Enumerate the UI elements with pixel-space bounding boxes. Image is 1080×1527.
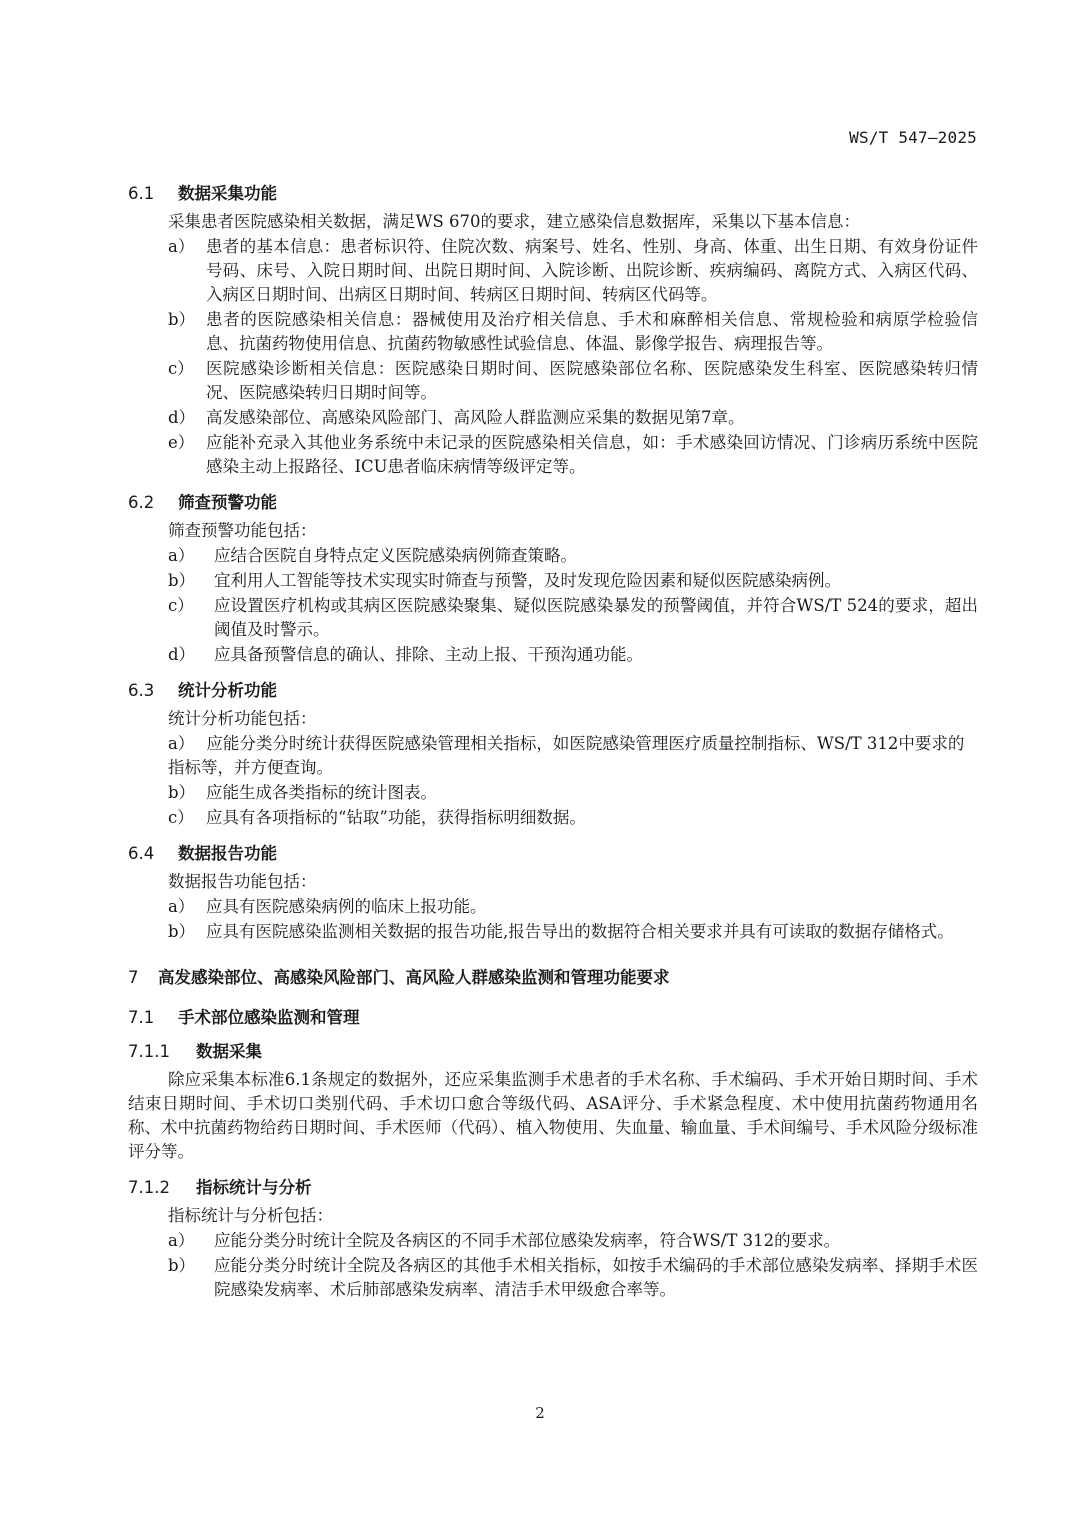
subsection-heading-7-1-1 xyxy=(128,1038,978,1062)
list-text: 应具有各项指标的“钻取”功能，获得指标明细数据。 xyxy=(206,808,586,827)
section-heading-6-4 xyxy=(128,840,978,864)
list-item xyxy=(128,569,978,593)
list-item xyxy=(128,308,978,356)
list-item xyxy=(128,732,978,780)
section-number: 7.1 xyxy=(128,1008,155,1027)
list-label: a） xyxy=(168,546,195,565)
list-text: 医院感染诊断相关信息：医院感染日期时间、医院感染部位名称、医院感染发生科室、医院感染转归情况、医院感染转归日期时间等。 xyxy=(206,359,978,402)
list-label: a） xyxy=(168,1231,195,1250)
list-label: b） xyxy=(168,1256,196,1275)
list-label: b） xyxy=(168,571,196,590)
section-title: 统计分析功能 xyxy=(178,681,277,700)
list-label: d） xyxy=(168,408,196,427)
chapter-number: 7 xyxy=(128,968,139,987)
list-item xyxy=(128,544,978,568)
list-label: a） xyxy=(168,897,195,916)
list-item xyxy=(128,406,978,430)
section-heading-6-3 xyxy=(128,677,978,701)
list-label: d） xyxy=(168,645,196,664)
list-item xyxy=(128,1229,978,1253)
list-item xyxy=(128,357,978,405)
page-number: 2 xyxy=(535,1404,545,1422)
list-label: a） xyxy=(168,734,195,753)
list-text: 应能分类分时统计获得医院感染管理相关指标，如医院感染管理医疗质量控制指标、WS/T 312中要求的指标等，并方便查询。 xyxy=(168,734,965,777)
page-content xyxy=(128,170,978,1303)
section-heading-6-2 xyxy=(128,489,978,513)
list-item xyxy=(128,781,978,805)
section-number: 6.3 xyxy=(128,681,155,700)
list-item xyxy=(128,1254,978,1302)
list-item xyxy=(128,806,978,830)
list-text: 应结合医院自身特点定义医院感染病例筛查策略。 xyxy=(214,546,577,565)
list-item xyxy=(128,235,978,307)
list-label: b） xyxy=(168,310,196,329)
subsection-heading-7-1-2 xyxy=(128,1174,978,1198)
list-text: 应设置医疗机构或其病区医院感染聚集、疑似医院感染暴发的预警阈值，并符合WS/T 524的要求，超出阈值及时警示。 xyxy=(214,596,978,639)
list-text: 应具有医院感染病例的临床上报功能。 xyxy=(206,897,487,916)
list-label: b） xyxy=(168,783,196,802)
section-number: 6.2 xyxy=(128,493,155,512)
list-label: b） xyxy=(168,922,196,941)
section-title: 数据采集功能 xyxy=(178,184,277,203)
list-text: 高发感染部位、高感染风险部门、高风险人群监测应采集的数据见第7章。 xyxy=(206,408,745,427)
body-paragraph: 除应采集本标准6.1条规定的数据外，还应采集监测手术患者的手术名称、手术编码、手术开始日期时间、手术结束日期时间、手术切口类别代码、手术切口愈合等级代码、ASA评分、手术紧急程度、术中使用抗菌药物通用名称、术中抗菌药物给药日期时间、手术医师（代码）、植入物使用、失血量、输血量、手术间编号、手术风险分级标准评分等。 xyxy=(128,1070,978,1161)
chapter-title: 高发感染部位、高感染风险部门、高风险人群感染监测和管理功能要求 xyxy=(158,968,670,987)
section-intro: 指标统计与分析包括： xyxy=(168,1206,333,1225)
section-intro: 统计分析功能包括： xyxy=(168,709,317,728)
list-text: 患者的基本信息：患者标识符、住院次数、病案号、姓名、性别、身高、体重、出生日期、有效身份证件号码、床号、入院日期时间、出院日期时间、入院诊断、出院诊断、疾病编码、离院方式、入病区代码、入病区日期时间、出病区日期时间、转病区日期时间、转病区代码等。 xyxy=(206,237,978,304)
standard-code: WS/T 547—2025 xyxy=(849,128,977,147)
list-item xyxy=(128,643,978,667)
list-label: c） xyxy=(168,359,194,378)
section-number: 6.1 xyxy=(128,184,155,203)
list-text: 应具有医院感染监测相关数据的报告功能,报告导出的数据符合相关要求并具有可读取的数据存储格式。 xyxy=(206,922,954,941)
list-label: a） xyxy=(168,237,195,256)
list-item xyxy=(128,594,978,642)
list-label: e） xyxy=(168,433,195,452)
list-text: 应具备预警信息的确认、排除、主动上报、干预沟通功能。 xyxy=(214,645,643,664)
list-item xyxy=(128,920,978,944)
list-text: 应能分类分时统计全院及各病区的不同手术部位感染发病率，符合WS/T 312的要求。 xyxy=(214,1231,841,1250)
section-number: 6.4 xyxy=(128,844,155,863)
section-title: 筛查预警功能 xyxy=(178,493,277,512)
section-title: 数据报告功能 xyxy=(178,844,277,863)
list-label: c） xyxy=(168,596,194,615)
list-text: 应能生成各类指标的统计图表。 xyxy=(206,783,437,802)
section-intro: 数据报告功能包括： xyxy=(168,872,317,891)
list-text: 患者的医院感染相关信息：器械使用及治疗相关信息、手术和麻醉相关信息、常规检验和病原学检验信息、抗菌药物使用信息、抗菌药物敏感性试验信息、体温、影像学报告、病理报告等。 xyxy=(206,310,978,353)
subsection-number: 7.1.2 xyxy=(128,1178,170,1197)
list-label: c） xyxy=(168,808,194,827)
section-heading-7-1 xyxy=(128,1004,978,1028)
section-intro: 筛查预警功能包括： xyxy=(168,521,317,540)
list-text: 宜利用人工智能等技术实现实时筛查与预警，及时发现危险因素和疑似医院感染病例。 xyxy=(214,571,841,590)
list-item xyxy=(128,895,978,919)
list-text: 应能分类分时统计全院及各病区的其他手术相关指标，如按手术编码的手术部位感染发病率、择期手术医院感染发病率、术后肺部感染发病率、清洁手术甲级愈合率等。 xyxy=(214,1256,978,1299)
chapter-heading-7 xyxy=(128,964,978,988)
section-title: 手术部位感染监测和管理 xyxy=(178,1008,360,1027)
subsection-title: 数据采集 xyxy=(196,1042,262,1061)
subsection-number: 7.1.1 xyxy=(128,1042,170,1061)
section-heading-6-1 xyxy=(128,180,978,204)
list-item xyxy=(128,431,978,479)
subsection-title: 指标统计与分析 xyxy=(196,1178,312,1197)
list-text: 应能补充录入其他业务系统中未记录的医院感染相关信息，如：手术感染回访情况、门诊病历系统中医院感染主动上报路径、ICU患者临床病情等级评定等。 xyxy=(206,433,978,476)
section-intro: 采集患者医院感染相关数据，满足WS 670的要求，建立感染信息数据库，采集以下基本信息： xyxy=(168,212,861,231)
